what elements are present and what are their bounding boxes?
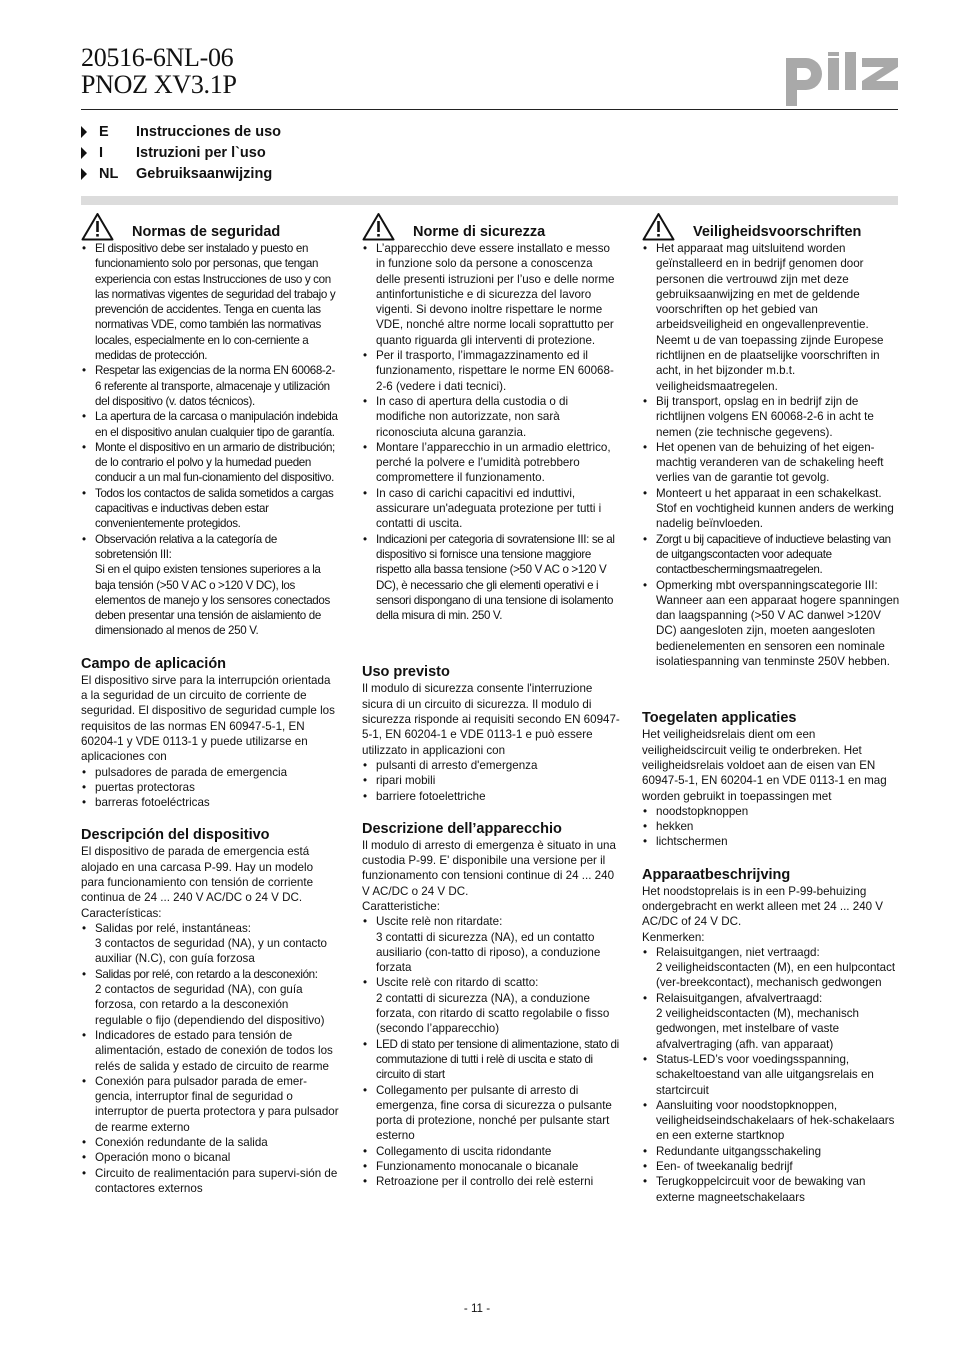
list-item: • ripari mobili: [362, 773, 620, 788]
description-title: Descripción del dispositivo: [81, 827, 270, 844]
application-section: [362, 663, 620, 803]
features-label: Kenmerken:: [642, 930, 705, 944]
list-item: • Zorgt u bij capacitieve of inductieve belasting van de uitgangscontacten voor adequate contactbeschermingsmaatregelen.: [642, 532, 900, 578]
warning-triangle-icon: [81, 212, 114, 241]
list-item: • Terugkoppelcircuit voor de bewaking van externe magneetschakelaars: [642, 1174, 900, 1205]
application-text: El dispositivo sirve para la interrupción orientada a la seguridad de un circuito de corriente de seguridad. El dispositivo de seguridad cumple los requisitos de las normas EN 60947-5-1, EN 60204-1 y VDE 0113-1 y puede utilizarse en aplicaciones con: [81, 673, 335, 764]
features-label: Características:: [81, 906, 162, 920]
list-item-text: Observación relativa a la categoría de sobretensión III:: [95, 532, 277, 561]
list-item: • Funzionamento monocanale o bicanale: [362, 1159, 620, 1174]
language-code: NL: [99, 165, 119, 182]
list-item: • pulsadores de parada de emergencia: [81, 765, 339, 780]
warning-triangle-icon: [642, 212, 675, 241]
list-item: • Opmerking mbt overspanningscategorie III: Wanneer aan een apparaat hogere spanningen dan laagspanning (>50 V AC danwel >120V DC) aangesloten zijn, moeten aangesloten bedienelementen en sensoren een nominale isolatiespanning van tenminste 250V hebben.: [642, 578, 900, 670]
list-item: • Circuito de realimentación para supervi-sión de contactores externos: [81, 1166, 339, 1197]
safety-list: [81, 241, 339, 639]
language-item: [81, 163, 281, 184]
safety-heading: [642, 212, 900, 241]
list-item: • Per il trasporto, l’immagazzinamento ed il funzionamento, rispettare le norme EN 60068-2-6 (vedere i dati tecnici).: [362, 348, 620, 394]
list-item: [362, 914, 620, 975]
list-item: • Indicazioni per categoria di sovratensione III: se al dispositivo si fornisce una tensione maggiore rispetto alla bassa tensione (>50 V AC o >120 V DC), è necessario che gli elementi operativi e i sensori dispongano di una tensione di isolamento della misura di min. 250 V.: [362, 532, 620, 624]
product-name: PNOZ XV3.1P: [81, 70, 237, 99]
list-item: • Conexión para pulsador parada de emer-gencia, interruptor final de seguridad o interruptor de puerta protectora y para pulsador de rearme externo: [81, 1074, 339, 1135]
list-item: • In caso di apertura della custodia o di modifiche non autorizzate, non sarà riconosciuta alcuna garanzia.: [362, 394, 620, 440]
list-item: • LED di stato per tensione di alimentazione, stato di commutazione di tutti i relè di uscita e stato di circuito di start: [362, 1037, 620, 1083]
list-item: • Redundante uitgangsschakeling: [642, 1144, 900, 1159]
list-item-text: Salidas por relé, con retardo a la desconexión:: [95, 967, 318, 981]
list-item: • Een- of tweekanalig bedrijf: [642, 1159, 900, 1174]
page-number: - 11 -: [463, 1302, 491, 1315]
safety-list: [642, 241, 900, 669]
safety-heading: [81, 212, 339, 241]
list-item-text: Salidas por relé, instantáneas:: [95, 921, 251, 935]
column-spanish: [81, 212, 339, 1196]
list-item: • puertas protectoras: [81, 780, 339, 795]
document-title: [81, 44, 237, 98]
features-list: [362, 914, 620, 1189]
application-title: Uso previsto: [362, 664, 450, 681]
triangle-right-icon: [81, 168, 87, 180]
safety-title: Norme di sicurezza: [413, 224, 546, 240]
list-item: • barreras fotoeléctricas: [81, 795, 339, 810]
list-item: • L’apparecchio deve essere installato e messo in funzione solo da persone a conoscenza delle presenti istruzioni per l’uso e delle norme antinfortunistiche e di sicurezza del lavoro vigenti. Si devono inoltre rispettare le norme VDE, nonché altre norme locali soprattutto per quanto riguarda gli interventi di protezione.: [362, 241, 620, 348]
application-title: Toegelaten applicaties: [642, 710, 797, 727]
description-text: Het noodstoprelais is in een P-99-behuizing ondergebracht en werkt alleen met 24 ... 240 V AC/DC of 24 V DC.: [642, 884, 884, 929]
list-item: • pulsanti di arresto d'emergenza: [362, 758, 620, 773]
list-item: • Indicadores de estado para tensión de alimentación, estado de conexión de todos los relés de salida y estado de circuito de rearme: [81, 1028, 339, 1074]
description-text: El dispositivo de parada de emergencia está alojado en una carcasa P-99. Hay un modelo para funcionamiento con tensión de corriente continua de 24 ... 240 V AC/DC o 24 V DC.: [81, 845, 314, 905]
list-item: • Montare l’apparecchio in un armadio elettrico, perché la polvere e l’umidità potrebbero compromettere il funzionamento.: [362, 440, 620, 486]
list-item: [642, 991, 900, 1052]
list-item-subtext: 2 veiligheidscontacten (M), mechanisch gedwongen, met instelbare of vaste afvalvertraging (afh. van apparaat): [656, 1007, 859, 1051]
description-title: Descrizione dell’apparecchio: [362, 820, 562, 837]
safety-title: Veiligheidsvoorschriften: [693, 224, 862, 240]
safety-list: [362, 241, 620, 623]
safety-heading: [362, 212, 620, 241]
triangle-right-icon: [81, 147, 87, 159]
list-item: • Monteert u het apparaat in een schakelkast. Stof en vochtigheid kunnen anders de werking nadelig beïnvloeden.: [642, 486, 900, 532]
language-list: [81, 121, 281, 184]
description-section: [642, 866, 900, 1205]
list-item: • Collegamento per pulsante di arresto di emergenza, fine corsa di sicurezza o pulsante porta di protezione, nonché per pulsante start esterno: [362, 1083, 620, 1144]
list-item: • La apertura de la carcasa o manipulación indebida en el dispositivo anulan cualquier tipo de garantía.: [81, 409, 339, 440]
list-item: [81, 967, 339, 1028]
list-item: • noodstopknoppen: [642, 804, 900, 819]
list-item-text: Relaisuitgangen, afvalvertraagd:: [656, 991, 823, 1005]
list-item: • Aansluiting voor noodstopknoppen, veiligheidseindschakelaars of hek-schakelaars en een externe startknop: [642, 1098, 900, 1144]
pilz-logo: [786, 52, 898, 106]
list-item: [362, 975, 620, 1036]
features-list: [81, 921, 339, 1196]
list-item: • Collegamento di uscita ridondante: [362, 1144, 620, 1159]
description-text: Il modulo di arresto di emergenza è situato in una custodia P-99. E' disponibile una versione per il funzionamento con tensioni continue di 24 ... 240 V AC/DC o 24 V DC.: [362, 838, 616, 898]
list-item-text: Uscite relè non ritardate:: [376, 915, 503, 929]
language-code: I: [99, 144, 104, 161]
list-item-text: Uscite relè con ritardo di scatto:: [376, 976, 539, 990]
list-item: • barriere fotoelettriche: [362, 789, 620, 804]
application-list: [81, 765, 339, 811]
list-item: • El dispositivo debe ser instalado y puesto en funcionamiento solo por personas, que tengan experiencia con estas Instrucciones de uso y con las normativas vigentes de seguridad del trabajo y prevención de accidentes. Tenga en cuenta las normativas VDE, como también las normativas locales, especialmente en lo con-cerniente a medidas de protección.: [81, 241, 339, 363]
column-dutch: [642, 212, 900, 1205]
doc-number: 20516-6NL-06: [81, 43, 234, 72]
list-item-subtext: 2 contactos de seguridad (NA), con guía forzosa, con retardo a la desconexión regulable o fijo (dependiendo del dispositivo): [95, 983, 325, 1027]
description-section: [81, 826, 339, 1196]
list-item: • hekken: [642, 819, 900, 834]
list-item-subtext: 3 contactos de seguridad (NA), y un contacto auxiliar (N.C), con guía forzosa: [95, 937, 328, 966]
language-label: Gebruiksaanwijzing: [136, 165, 273, 182]
list-item-text: Relaisuitgangen, niet vertraagd:: [656, 945, 820, 959]
features-label: Caratteristiche:: [362, 899, 440, 913]
list-item: • Het apparaat mag uitsluitend worden geïnstalleerd en in bedrijf genomen door personen die vertrouwd zijn met deze gebruiksaanwijzing en met de geldende voorschriften op het gebied van arbeidsveiligheid en ongevallenpreventie. Neemt u de van toepassing zijnde Europese richtlijnen en de plaatselijke voorschriften in acht, in het bijzonder m.b.t. veiligheidsmaatregelen.: [642, 241, 900, 394]
list-item: [81, 921, 339, 967]
section-divider-bar: [81, 196, 898, 205]
list-item: • Todos los contactos de salida sometidos a cargas capacitivas e inductivas deben estar convenientemente protegidos.: [81, 486, 339, 532]
list-item: • In caso di carichi capacitivi ed induttivi, assicurare un'adeguata protezione per tutti i contatti di uscita.: [362, 486, 620, 532]
language-code: E: [99, 123, 109, 140]
list-item: • Conexión redundante de la salida: [81, 1135, 339, 1150]
list-item: • Respetar las exigencias de la norma EN 60068-2-6 referente al transporte, almacenaje y utilización del dispositivo (v. datos técnicos).: [81, 363, 339, 409]
application-text: Il modulo di sicurezza consente l'interruzione sicura di un circuito di sicurezza. Il modulo di sicurezza risponde ai requisiti secondo EN 60947-5-1, EN 60204-1 e VDE 0113-1 e può essere utilizzato in applicazioni con: [362, 682, 620, 757]
features-list: [642, 945, 900, 1205]
application-title: Campo de aplicación: [81, 655, 227, 672]
list-item-subtext: 2 contatti di sicurezza (NA), a conduzione forzata, con ritardo di scatto regolabile o fisso (secondo l’apparecchio): [376, 991, 610, 1036]
list-item: • Het openen van de behuizing of het eigen-machtig veranderen van de schakeling heeft verlies van de garantie tot gevolg.: [642, 440, 900, 486]
warning-triangle-icon: [362, 212, 395, 241]
list-item-subtext: Si en el quipo existen tensiones superiores a la baja tensión (>50 V AC o >120 V DC), los elementos de manejo y los sensores conectados deben presentar una tensión de aislamiento de dimensionado al menos de 250 V.: [95, 563, 330, 638]
list-item: [81, 532, 339, 639]
safety-title: Normas de seguridad: [132, 224, 281, 240]
application-text: Het veiligheidsrelais dient om een veiligheidscircuit veilig te onderbreken. Het veiligheidsrelais voldoet aan de eisen van EN 60947-5-1, EN 60204-1 en VDE 0113-1 en mag worden gebruikt in toepassingen met: [642, 728, 887, 803]
list-item: • lichtschermen: [642, 834, 900, 849]
language-label: Instrucciones de uso: [136, 123, 282, 140]
application-section: [642, 709, 900, 849]
application-list: [362, 758, 620, 804]
list-item: • Operación mono o bicanal: [81, 1150, 339, 1165]
column-italian: [362, 212, 620, 1190]
list-item: • Retroazione per il controllo dei relè esterni: [362, 1174, 620, 1189]
language-item: [81, 142, 281, 163]
language-item: [81, 121, 281, 142]
list-item: • Status-LED’s voor voedingsspanning, schakeltoestand van alle uitgangsrelais en startcircuit: [642, 1052, 900, 1098]
description-section: [362, 820, 620, 1190]
list-item-subtext: 3 contatti di sicurezza (NA), ed un contatto ausiliario (con-tatto di riposo), a conduzione forzata: [376, 930, 601, 975]
header-divider: [81, 109, 898, 110]
application-list: [642, 804, 900, 850]
triangle-right-icon: [81, 126, 87, 138]
description-title: Apparaatbeschrijving: [642, 866, 791, 883]
list-item-subtext: 2 veiligheidscontacten (M), en een hulpcontact (ver-breekcontact), mechanisch gedwongen: [656, 961, 896, 990]
application-section: [81, 655, 339, 811]
list-item: [642, 945, 900, 991]
language-label: Istruzioni per l`uso: [136, 144, 266, 161]
list-item: • Bij transport, opslag en in bedrijf zijn de richtlijnen volgens EN 60068-2-6 in acht te nemen (zie technische gegevens).: [642, 394, 900, 440]
list-item: • Monte el dispositivo en un armario de distribución; de lo contrario el polvo y la humedad pueden conducir a un mal fun-cionamiento del dispositivo.: [81, 440, 339, 486]
